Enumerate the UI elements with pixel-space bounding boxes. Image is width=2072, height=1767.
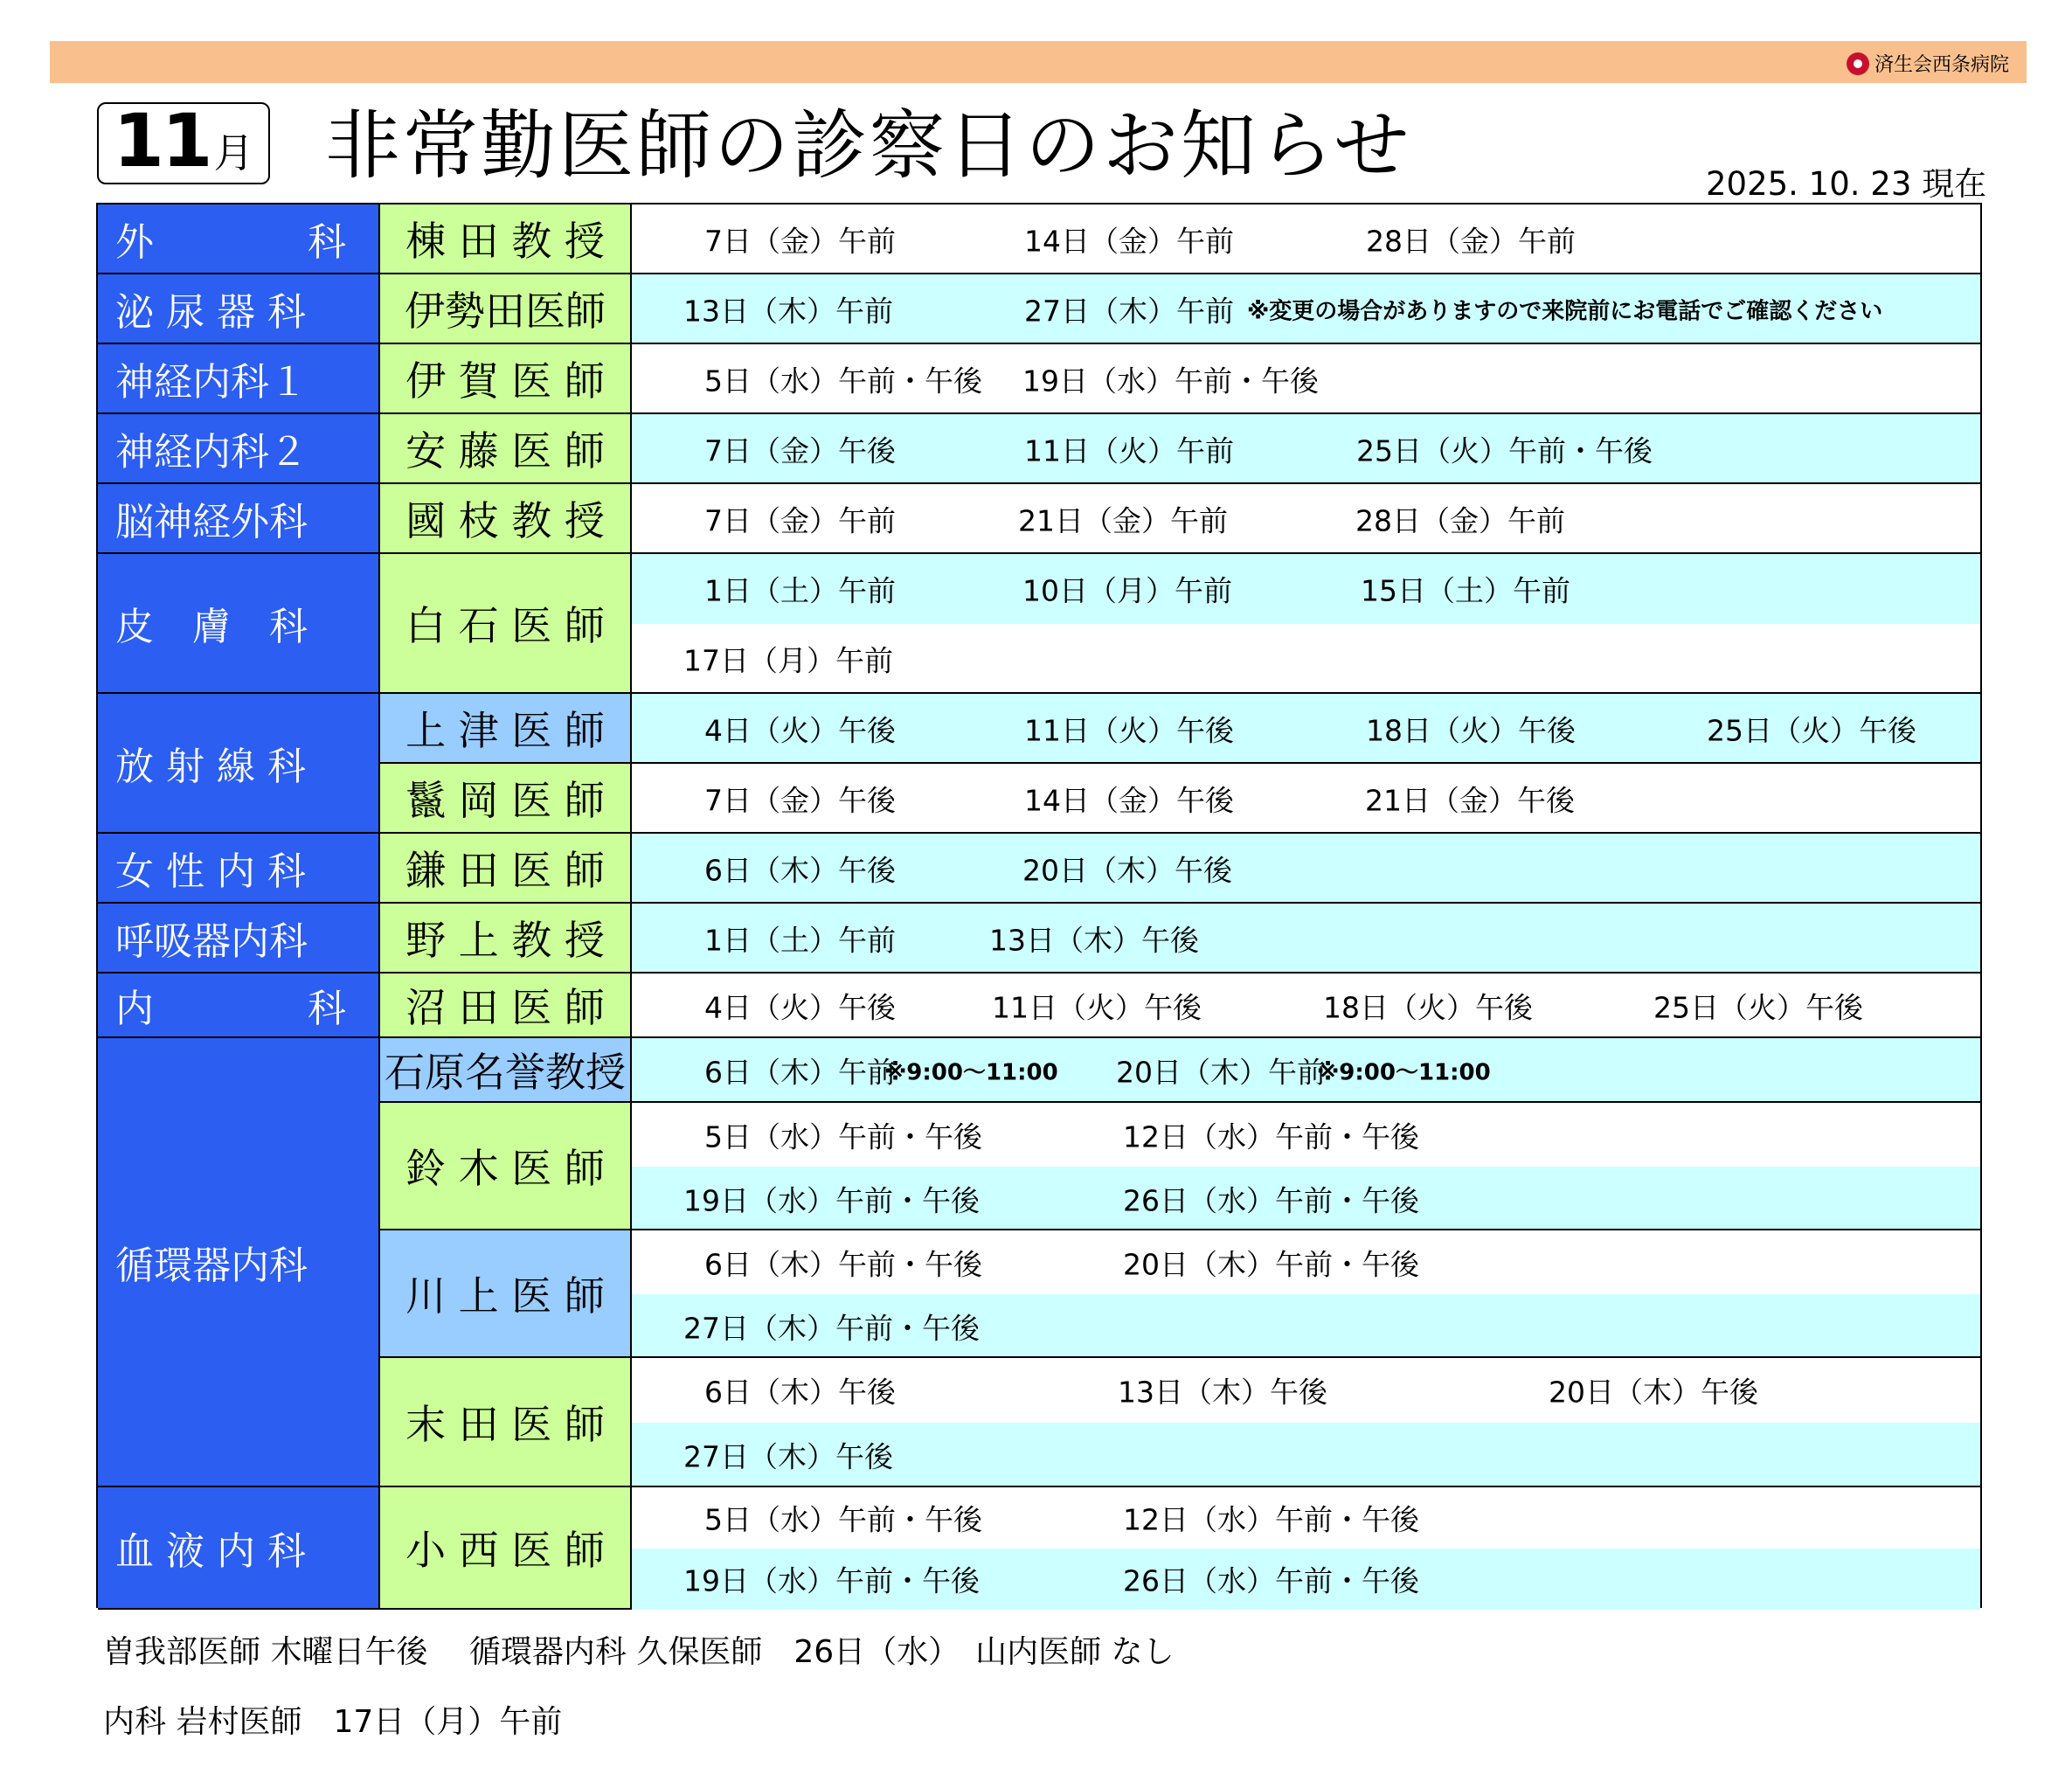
doctor-name: 野 上 教 授 (378, 904, 632, 974)
schedule-date: 18日（火）午後 (1323, 990, 1533, 1025)
hospital-label (1847, 50, 2009, 77)
schedule-row (632, 484, 1980, 554)
schedule-note: ※9:00～11:00 (884, 1059, 1058, 1086)
schedule-date: 5日（水）午前・午後 (704, 1119, 982, 1154)
schedule-date: 13日（木）午前 (683, 294, 893, 329)
doctor-name: 國 枝 教 授 (378, 484, 632, 554)
doctor-name: 沼 田 医 師 (378, 974, 632, 1038)
schedule-date: 26日（水）午前・午後 (1123, 1183, 1419, 1217)
department-label: 内 科 (98, 974, 378, 1038)
schedule-note: ※9:00～11:00 (1317, 1059, 1491, 1086)
month-box (97, 98, 270, 184)
footer-note-1: 曽我部医師 木曜日午後 循環器内科 久保医師 26日（水） 山内医師 なし (103, 1634, 1175, 1670)
schedule-date: 15日（土）午前 (1361, 573, 1570, 608)
doctor-name: 安 藤 医 師 (378, 414, 632, 484)
schedule-table (96, 203, 1982, 1608)
schedule-date: 4日（火）午後 (704, 713, 896, 748)
schedule-date: 7日（金）午前 (704, 503, 896, 538)
doctor-name: 上 津 医 師 (378, 694, 632, 764)
department-label: 皮 膚 科 (98, 554, 378, 694)
schedule-row (632, 624, 1980, 694)
schedule-date: 20日（木）午後 (1549, 1375, 1758, 1410)
schedule-date: 14日（金）午後 (1024, 783, 1234, 818)
top-banner (50, 41, 2027, 83)
schedule-date: 11日（火）午後 (992, 990, 1202, 1025)
schedule-date: 6日（木）午前 (704, 1055, 896, 1090)
doctor-name: 伊 賀 医 師 (378, 344, 632, 414)
schedule-date: 25日（火）午後 (1707, 713, 1916, 748)
schedule-row (632, 974, 1980, 1038)
schedule-date: 19日（水）午前・午後 (683, 1563, 980, 1598)
schedule-row (632, 1103, 1980, 1167)
schedule-date: 26日（水）午前・午後 (1123, 1563, 1419, 1598)
month-number: 11 (113, 98, 211, 184)
schedule-date: 12日（水）午前・午後 (1123, 1119, 1419, 1154)
schedule-date: 5日（水）午前・午後 (704, 364, 982, 398)
schedule-date: 25日（火）午前・午後 (1356, 433, 1653, 468)
schedule-date: 21日（金）午後 (1365, 783, 1575, 818)
department-label: 神経内科２ (98, 414, 378, 484)
schedule-date: 7日（金）午後 (704, 433, 896, 468)
schedule-row (632, 1487, 1980, 1549)
schedule-date: 11日（火）午後 (1024, 713, 1234, 748)
schedule-date: 7日（金）午後 (704, 783, 896, 818)
schedule-date: 5日（水）午前・午後 (704, 1502, 982, 1537)
schedule-date: 6日（木）午後 (704, 853, 896, 888)
schedule-date: 19日（水）午前・午後 (683, 1183, 980, 1217)
schedule-row (632, 1230, 1980, 1294)
schedule-date: 20日（木）午前 (1116, 1055, 1326, 1090)
department-label: 女 性 内 科 (98, 834, 378, 904)
department-label: 外 科 (98, 204, 378, 274)
department-label: 血 液 内 科 (98, 1487, 378, 1610)
page-title: 非常勤医師の診察日のお知らせ (325, 102, 1412, 190)
schedule-date: 13日（木）午後 (989, 923, 1199, 958)
schedule-date: 6日（木）午後 (704, 1375, 896, 1410)
schedule-row (632, 694, 1980, 764)
department-label: 循環器内科 (98, 1038, 378, 1487)
schedule-date: 10日（月）午前 (1022, 573, 1232, 608)
schedule-date: 19日（水）午前・午後 (1022, 364, 1319, 398)
month-unit: 月 (213, 129, 254, 177)
schedule-row (632, 344, 1980, 414)
schedule-row (632, 764, 1980, 834)
schedule-date: 4日（火）午後 (704, 990, 896, 1025)
schedule-date: 11日（火）午前 (1024, 433, 1234, 468)
doctor-name: 伊勢田医師 (378, 274, 632, 344)
department-label: 泌 尿 器 科 (98, 274, 378, 344)
schedule-date: 20日（木）午前・午後 (1123, 1247, 1419, 1281)
department-label: 脳神経外科 (98, 484, 378, 554)
doctor-name: 鬣 岡 医 師 (378, 764, 632, 834)
schedule-row (632, 1038, 1980, 1103)
doctor-name: 棟 田 教 授 (378, 204, 632, 274)
schedule-date: 28日（金）午前 (1355, 503, 1565, 538)
doctor-name: 鈴 木 医 師 (378, 1103, 632, 1230)
schedule-date: 27日（木）午前 (1024, 294, 1234, 329)
schedule-date: 13日（木）午後 (1118, 1375, 1327, 1410)
footer-note-2: 内科 岩村医師 17日（月）午前 (103, 1704, 563, 1740)
schedule-row (632, 1423, 1980, 1487)
department-label: 神経内科１ (98, 344, 378, 414)
schedule-date: 18日（火）午後 (1366, 713, 1576, 748)
schedule-note: ※変更の場合がありますので来院前にお電話でご確認ください (1247, 298, 1883, 325)
hospital-name: 済生会西条病院 (1874, 54, 2009, 76)
schedule-row (632, 904, 1980, 974)
schedule-date: 25日（火）午後 (1653, 990, 1863, 1025)
schedule-row (632, 204, 1980, 274)
doctor-name: 小 西 医 師 (378, 1487, 632, 1610)
schedule-row (632, 1549, 1980, 1610)
as-of-date: 2025. 10. 23 現在 (1706, 165, 1987, 203)
doctor-name: 石原名誉教授 (378, 1038, 632, 1103)
schedule-date: 27日（木）午前・午後 (683, 1311, 980, 1345)
doctor-name: 末 田 医 師 (378, 1358, 632, 1487)
department-label: 呼吸器内科 (98, 904, 378, 974)
schedule-row (632, 1294, 1980, 1358)
department-label: 放 射 線 科 (98, 694, 378, 834)
schedule-date: 1日（土）午前 (704, 923, 896, 958)
schedule-date: 7日（金）午前 (704, 224, 896, 259)
schedule-date: 20日（木）午後 (1022, 853, 1232, 888)
schedule-date: 6日（木）午前・午後 (704, 1247, 982, 1281)
doctor-name: 白 石 医 師 (378, 554, 632, 694)
schedule-date: 14日（金）午前 (1024, 224, 1234, 259)
schedule-row (632, 1358, 1980, 1423)
schedule-row (632, 1167, 1980, 1230)
schedule-date: 1日（土）午前 (704, 573, 896, 608)
hospital-logo-icon (1847, 52, 1869, 75)
schedule-date: 28日（金）午前 (1366, 224, 1576, 259)
doctor-name: 川 上 医 師 (378, 1230, 632, 1358)
schedule-date: 27日（木）午後 (683, 1439, 893, 1474)
schedule-row (632, 414, 1980, 484)
schedule-date: 21日（金）午前 (1018, 503, 1228, 538)
schedule-row (632, 274, 1980, 344)
schedule-row (632, 834, 1980, 904)
schedule-row (632, 554, 1980, 624)
doctor-name: 鎌 田 医 師 (378, 834, 632, 904)
schedule-date: 17日（月）午前 (683, 643, 893, 678)
schedule-date: 12日（水）午前・午後 (1123, 1502, 1419, 1537)
